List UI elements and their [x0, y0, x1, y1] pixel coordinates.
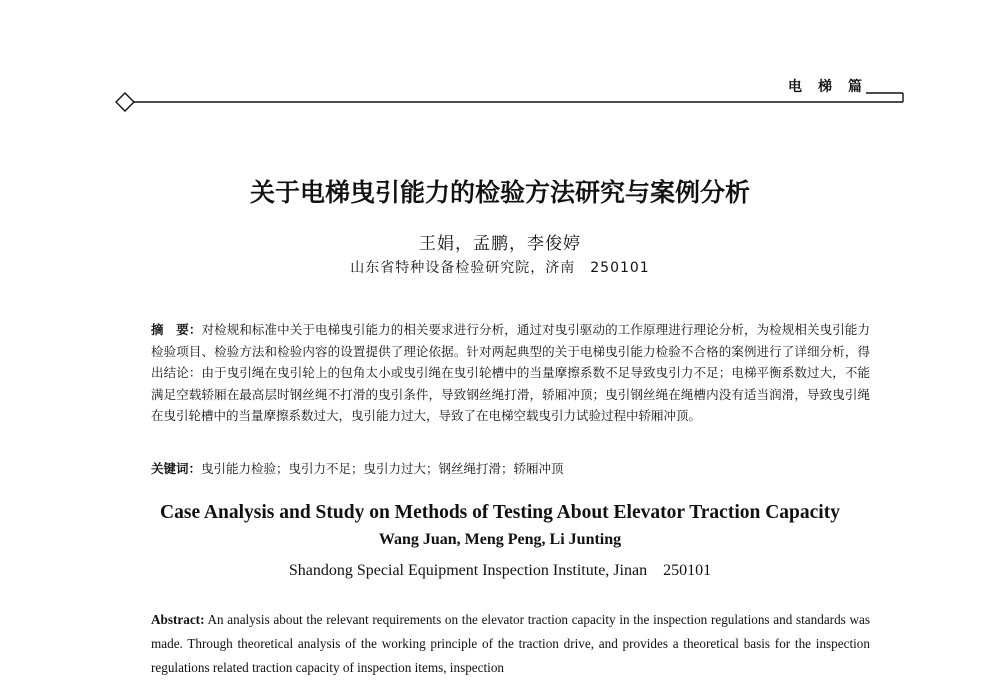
affiliation-cn: 山东省特种设备检验研究院，济南 250101	[350, 260, 650, 276]
authors-cn: 王娟，孟鹏，李俊婷	[419, 234, 581, 254]
section-label: 电梯篇	[788, 79, 878, 95]
authors-en: Wang Juan, Meng Peng, Li Junting	[378, 531, 622, 548]
abstract-en-text: An analysis about the relevant requirements on the elevator traction capacity in the inspection regulations and standards was made. Through theoretical analysis of the working principle of the traction drive, and provides a theoretical basis for the inspection regulations related traction capacity of inspection items, inspection	[151, 612, 870, 675]
paper-title-cn: 关于电梯曳引能力的检验方法研究与案例分析	[249, 178, 750, 207]
keywords-cn-label: 关键词：	[151, 461, 202, 476]
header-rule	[0, 88, 1000, 118]
diamond-ornament-icon	[116, 93, 134, 111]
abstract-cn-label: 摘 要：	[151, 322, 202, 337]
keywords-cn-text: 曳引能力检验；曳引力不足；曳引力过大；钢丝绳打滑；轿厢冲顶	[201, 461, 564, 476]
abstract-cn-text: 对检规和标准中关于电梯曳引能力的相关要求进行分析，通过对曳引驱动的工作原理进行理论分析，为检规相关曳引能力检验项目、检验方法和检验内容的设置提供了理论依据。针对两起典型的关于电梯曳引能力检验不合格的案例进行了详细分析，得出结论：由于曳引绳在曳引轮上的包角太小或曳引绳在曳引轮槽中的当量摩擦系数不足导致曳引力不足；电梯平衡系数过大，不能满足空载轿厢在最高层时钢丝绳不打滑的曳引条件，导致钢丝绳打滑，轿厢冲顶；曳引钢丝绳在绳槽内没有适当润滑，导致曳引绳在曳引轮槽中的当量摩擦系数过大，曳引能力过大，导致了在电梯空载曳引力试验过程中轿厢冲顶。	[151, 322, 870, 423]
paper-title-en: Case Analysis and Study on Methods of Testing About Elevator Traction Capacity	[160, 502, 840, 523]
abstract-en	[151, 608, 870, 680]
abstract-cn	[151, 319, 870, 427]
affiliation-en: Shandong Special Equipment Inspection Institute, Jinan 250101	[288, 562, 712, 579]
abstract-en-label: Abstract:	[151, 612, 205, 627]
keywords-cn	[151, 459, 870, 479]
